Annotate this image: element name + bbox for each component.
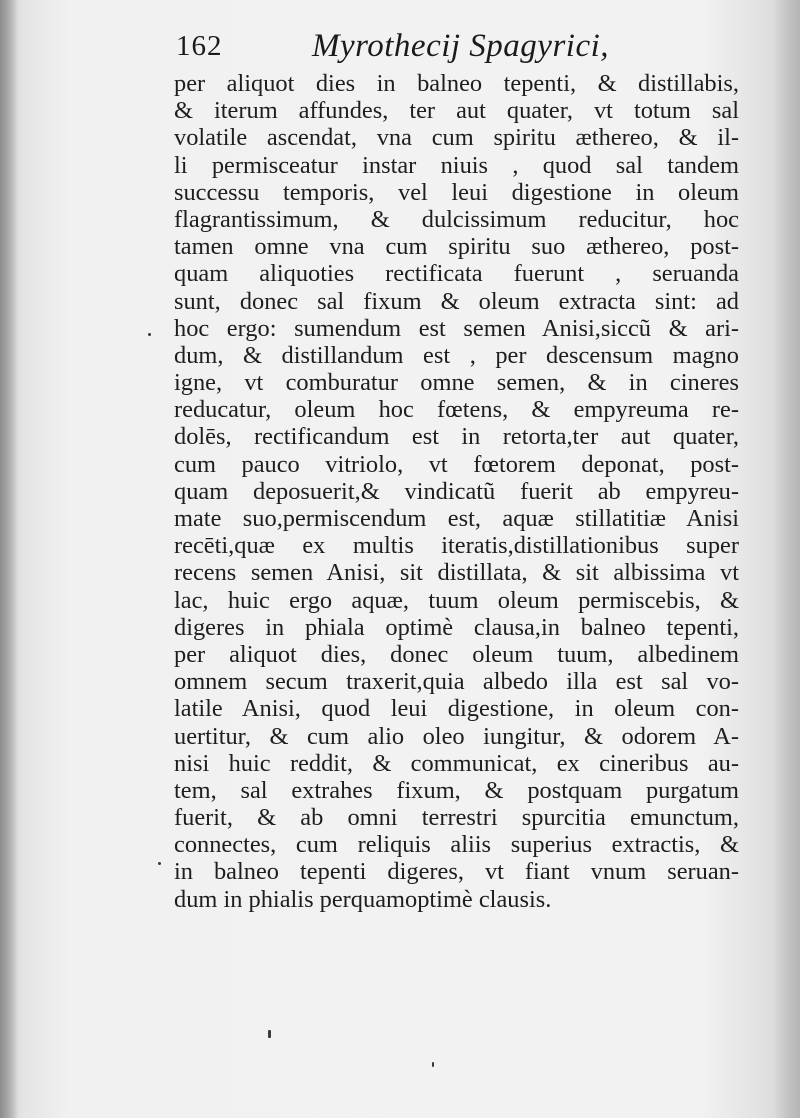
text-line: dum in phialis perquamoptimè clausis. — [174, 885, 552, 913]
ink-speck — [158, 862, 161, 865]
page-edge-shadow — [774, 0, 800, 1118]
ink-speck — [268, 1030, 271, 1038]
body-text — [174, 70, 739, 913]
ink-speck — [148, 333, 151, 336]
text-line: recēti,quæ ex multis iteratis,distillationibus super — [174, 532, 739, 560]
text-line: in balneo tepenti digeres, vt fiant vnum seruan- — [174, 858, 739, 886]
text-line: quam deposuerit,& vindicatũ fuerit ab empyreu- — [174, 477, 739, 505]
text-line: fuerit, & ab omni terrestri spurcitia emunctum, — [174, 804, 739, 832]
text-line: per aliquot dies in balneo tepenti, & distillabis, — [174, 70, 739, 97]
text-line: digeres in phiala optimè clausa,in balneo tepenti, — [174, 613, 739, 641]
page-number: 162 — [176, 30, 223, 62]
text-line: volatile ascendat, vna cum spiritu æthereo, & il- — [174, 124, 739, 152]
text-line: sunt, donec sal fixum & oleum extracta sint: ad — [174, 287, 739, 315]
text-line: hoc ergo: sumendum est semen Anisi,siccũ & ari- — [174, 314, 739, 342]
text-line: uertitur, & cum alio oleo iungitur, & odorem A- — [174, 722, 739, 750]
text-line: li permisceatur instar niuis , quod sal tandem — [174, 151, 739, 179]
page-header — [172, 28, 732, 72]
text-line: dolēs, rectificandum est in retorta,ter aut quater, — [174, 423, 739, 451]
text-line: latile Anisi, quod leui digestione, in oleum con- — [174, 695, 739, 723]
text-line: dum, & distillandum est , per descensum magno — [174, 341, 739, 369]
gutter-shadow — [0, 0, 18, 1118]
text-line: tem, sal extrahes fixum, & postquam purgatum — [174, 776, 739, 804]
text-line: connectes, cum reliquis aliis superius extractis, & — [174, 831, 739, 859]
text-line: quam aliquoties rectificata fuerunt , seruanda — [174, 260, 739, 288]
text-line: successu temporis, vel leui digestione in oleum — [174, 178, 739, 206]
text-line: per aliquot dies, donec oleum tuum, albedinem — [174, 640, 739, 668]
text-line: flagrantissimum, & dulcissimum reducitur, hoc — [174, 205, 739, 233]
text-line: recens semen Anisi, sit distillata, & sit albissima vt — [174, 559, 739, 587]
ink-speck — [432, 1062, 434, 1067]
text-line: & iterum affundes, ter aut quater, vt totum sal — [174, 97, 739, 125]
text-line: lac, huic ergo aquæ, tuum oleum permiscebis, & — [174, 586, 739, 614]
text-line: omnem secum traxerit,quia albedo illa est sal vo- — [174, 668, 739, 696]
running-title: Myrothecij Spagyrici, — [312, 28, 610, 64]
text-line: mate suo,permiscendum est, aquæ stillatitiæ Anisi — [174, 505, 739, 532]
text-line: cum pauco vitriolo, vt fœtorem deponat, post- — [174, 450, 739, 478]
text-line: reducatur, oleum hoc fœtens, & empyreuma re- — [174, 396, 739, 424]
text-line: nisi huic reddit, & communicat, ex cineribus au- — [174, 749, 739, 777]
text-line: tamen omne vna cum spiritu suo æthereo, post- — [174, 233, 739, 261]
text-line: igne, vt comburatur omne semen, & in cineres — [174, 369, 739, 397]
